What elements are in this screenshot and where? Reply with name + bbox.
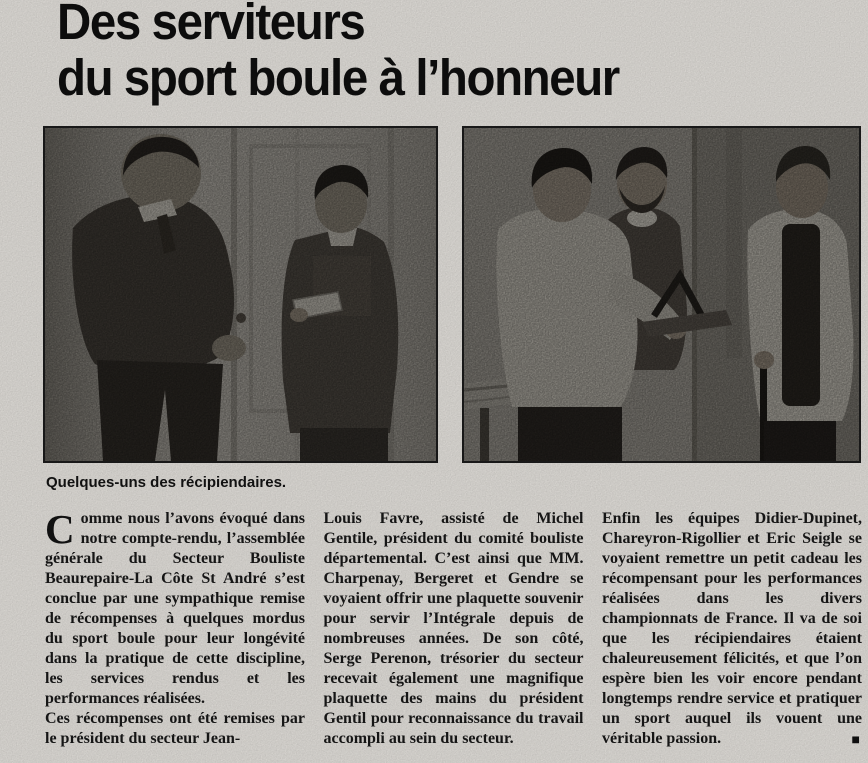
- paragraph: Enfin les équipes Didier-Dupinet, Chareyron-Rigollier et Eric Seigle se voyaient remettre un petit cadeau les récompensant pour les performances réalisées dans les divers championnats de France. Il va de soi que les récipiendaires étaient chaleureusement félicités, et que l’on espère bien les voir encore pendant longtemps rendre service et pratiquer un sport auquel ils vouent une véritable passion.: [602, 510, 862, 747]
- photo-caption: Quelques-uns des récipiendaires.: [46, 474, 287, 491]
- article-column-2: [324, 509, 584, 749]
- headline: [57, 0, 619, 106]
- photo-recipients-group-image: [464, 128, 859, 461]
- paragraph: Ces récompenses ont été remises par le président du secteur Jean-: [45, 710, 305, 747]
- headline-line-2: du sport boule à l’honneur: [57, 49, 619, 106]
- article-body: [45, 506, 862, 749]
- paragraph-text: omme nous l’avons évoqué dans notre compte-rendu, l’assemblée générale du Secteur Bouliste Beaurepaire-La Côte St André s’est conclue par une sympathique remise de récompenses à quelques mordus du sport boule pour leur longévité dans la pratique de cette discipline, les services rendus et les performances réalisées.: [45, 510, 305, 707]
- paragraph: Louis Favre, assisté de Michel Gentile, président du comité bouliste départemental. C’est ainsi que MM. Charpenay, Bergeret et Gendre se voyaient offrir une plaquette souvenir pour servir l’Intégrale depuis de nombreuses années. De son côté, Serge Perenon, trésorier du secteur recevait également une magnifique plaquette des mains du président Gentil pour reconnaissance du travail accompli au sein du secteur.: [323, 510, 584, 747]
- drop-cap: C: [45, 506, 75, 552]
- article-end-mark: ■: [851, 733, 860, 748]
- photo-award-presentation: [43, 126, 438, 463]
- article-column-1: [45, 506, 305, 749]
- photo-award-presentation-image: [45, 128, 436, 461]
- paragraph: [45, 506, 305, 709]
- article-column-3: [602, 509, 862, 749]
- photo-recipients-group: [462, 126, 861, 463]
- headline-line-1: Des serviteurs: [57, 0, 365, 50]
